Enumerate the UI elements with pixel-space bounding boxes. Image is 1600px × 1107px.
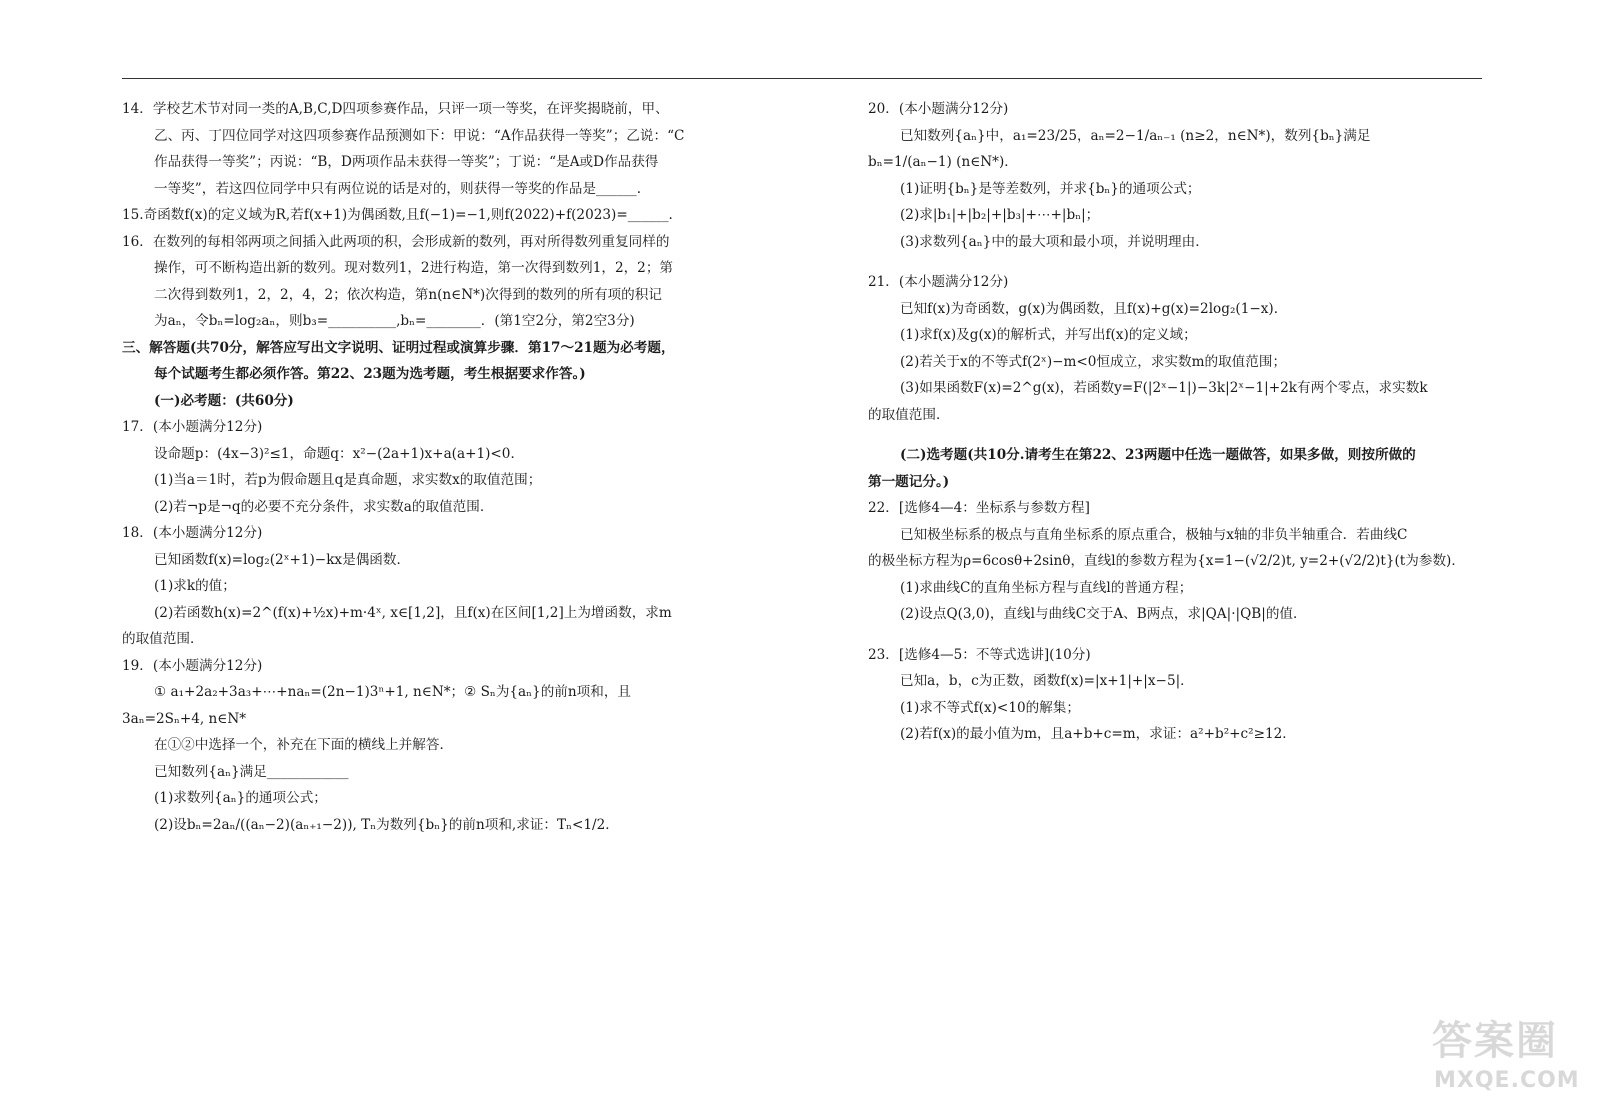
- line: 3aₙ=2Sₙ+4, n∈N*: [122, 710, 247, 727]
- line: 二次得到数列1，2，2，4，2；依次构造，第n(n∈N*)次得到的数列的所有项的积记: [154, 286, 662, 303]
- spacer: [868, 428, 1480, 442]
- line: 的极坐标方程为ρ=6cosθ+2sinθ，直线l的参数方程为{x=1−(√2/2)t, y=2+(√2/2)t}(t为参数)．: [868, 553, 1465, 569]
- line: (2)若f(x)的最小值为m，且a+b+c=m，求证：a²+b²+c²≥12．: [900, 726, 1296, 742]
- line: 在①②中选择一个，补充在下面的横线上并解答．: [154, 737, 454, 753]
- line: (2)若¬p是¬q的必要不充分条件，求实数a的取值范围．: [154, 498, 494, 515]
- question-title: 17．(本小题满分12分): [122, 419, 263, 435]
- line: (1)求f(x)及g(x)的解析式，并写出f(x)的定义域；: [900, 327, 1197, 343]
- line: 已知数列{aₙ}满足____________: [154, 763, 349, 780]
- section-heading: 每个试题考生都必须作答。第22、23题为选考题，考生根据要求作答。): [154, 366, 586, 382]
- line: ① a₁+2a₂+3a₃+⋯+naₙ=(2n−1)3ⁿ+1, n∈N*；② Sₙ为{aₙ}的前n项和，且: [154, 684, 632, 700]
- line: (2)求|b₁|+|b₂|+|b₃|+⋯+|bₙ|；: [900, 207, 1100, 223]
- line: 操作，可不断构造出新的数列。现对数列1，2进行构造，第一次得到数列1，2，2；第: [154, 260, 674, 276]
- line: 作品获得一等奖”；丙说：“B，D两项作品未获得一等奖”；丁说：“是A或D作品获得: [154, 154, 659, 170]
- line: 的取值范围．: [868, 406, 950, 423]
- line: 为aₙ，令bₙ=log₂aₙ，则b₃=__________,bₙ=________．(第1空2分，第2空3分): [154, 313, 635, 329]
- line: 已知a，b，c为正数，函数f(x)=|x+1|+|x−5|．: [900, 673, 1194, 689]
- question-title: 22．[选修4—4：坐标系与参数方程]: [868, 500, 1090, 516]
- line: (2)设bₙ=2aₙ/((aₙ−2)(aₙ₊₁−2)), Tₙ为数列{bₙ}的前n项和,求证：Tₙ<1/2．: [154, 816, 619, 833]
- line: 一等奖”，若这四位同学中只有两位说的话是对的，则获得一等奖的作品是______.: [154, 180, 642, 197]
- line: (2)设点Q(3,0)，直线l与曲线C交于A、B两点，求|QA|·|QB|的值．: [900, 606, 1307, 622]
- line: (3)求数列{aₙ}中的最大项和最小项，并说明理由．: [900, 233, 1209, 250]
- spacer: [868, 628, 1480, 642]
- header-rule: [122, 78, 1482, 79]
- watermark-top-text: 答案圈: [1432, 1018, 1558, 1064]
- question-title: 19．(本小题满分12分): [122, 657, 263, 674]
- line: 已知函数f(x)=log₂(2ˣ+1)−kx是偶函数．: [154, 551, 411, 568]
- line: 15.奇函数f(x)的定义域为R,若f(x+1)为偶函数,且f(−1)=−1,则f(2022)+f(2023)=______.: [122, 207, 673, 223]
- line: (1)证明{bₙ}是等差数列，并求{bₙ}的通项公式；: [900, 180, 1201, 197]
- line: (1)当a＝1时，若p为假命题且q是真命题，求实数x的取值范围；: [154, 472, 542, 488]
- line: 14．学校艺术节对同一类的A,B,C,D四项参赛作品，只评一项一等奖，在评奖揭晓前，甲、: [122, 101, 669, 117]
- watermark-logo: [1432, 1009, 1582, 1093]
- watermark-bottom-text: MXQE.COM: [1434, 1068, 1580, 1093]
- left-column: [122, 96, 732, 838]
- line: 的取值范围．: [122, 631, 204, 647]
- question-title: 20．(本小题满分12分): [868, 101, 1009, 117]
- line: (3)如果函数F(x)=2^g(x)，若函数y=F(|2ˣ−1|)−3k|2ˣ−1|+2k有两个零点，求实数k: [900, 380, 1428, 396]
- line: 已知数列{aₙ}中，a₁=23/25，aₙ=2−1/aₙ₋₁ (n≥2，n∈N*)，数列{bₙ}满足: [900, 127, 1371, 144]
- line: 已知极坐标系的极点与直角坐标系的原点重合，极轴与x轴的非负半轴重合．若曲线C: [900, 526, 1408, 543]
- section-heading: 三、解答题(共70分，解答应写出文字说明、证明过程或演算步骤．第17～21题为必考题，: [122, 339, 675, 356]
- line: 已知f(x)为奇函数，g(x)为偶函数，且f(x)+g(x)=2log₂(1−x)．: [900, 300, 1288, 317]
- section-heading: (二)选考题(共10分.请考生在第22、23两题中任选一题做答，如果多做，则按所做的: [900, 447, 1416, 463]
- line: (2)若关于x的不等式f(2ˣ)−m<0恒成立，求实数m的取值范围；: [900, 353, 1287, 370]
- question-title: 23．[选修4—5：不等式选讲](10分): [868, 646, 1091, 663]
- subsection-heading: (一)必考题：(共60分): [154, 392, 294, 409]
- line: (1)求不等式f(x)<10的解集；: [900, 699, 1080, 716]
- section-heading: 第一题记分。): [868, 473, 950, 490]
- spacer: [868, 255, 1480, 269]
- line: (2)若函数h(x)=2^(f(x)+½x)+m·4ˣ, x∈[1,2]，且f(x)在区间[1,2]上为增函数，求m: [154, 604, 672, 621]
- question-title: 18．(本小题满分12分): [122, 525, 263, 541]
- line: (1)求数列{aₙ}的通项公式；: [154, 790, 327, 806]
- line: 16．在数列的每相邻两项之间插入此两项的积，会形成新的数列，再对所得数列重复同样的: [122, 233, 670, 250]
- line: 乙、丙、丁四位同学对这四项参赛作品预测如下：甲说：“A作品获得一等奖”；乙说：“C: [154, 127, 685, 144]
- question-title: 21．(本小题满分12分): [868, 274, 1009, 290]
- right-column: [868, 96, 1480, 748]
- line: (1)求k的值；: [154, 578, 236, 594]
- line: (1)求曲线C的直角坐标方程与直线l的普通方程；: [900, 579, 1193, 596]
- line: bₙ=1/(aₙ−1) (n∈N*)．: [868, 154, 1018, 170]
- line: 设命题p：(4x−3)²≤1，命题q：x²−(2a+1)x+a(a+1)<0．: [154, 445, 525, 462]
